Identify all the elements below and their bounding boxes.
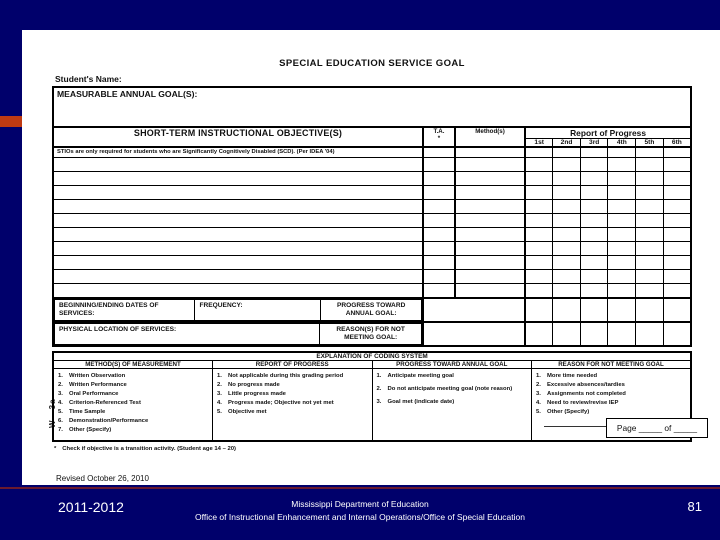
- coding-list-1: [213, 369, 372, 422]
- q4-cell[interactable]: [608, 256, 636, 270]
- stio-q1-cell[interactable]: [525, 147, 553, 158]
- stio-method-cell[interactable]: [455, 147, 525, 158]
- coding-item: [217, 399, 368, 408]
- objective-cell[interactable]: [53, 284, 423, 299]
- footer-rule: [0, 487, 720, 489]
- coding-item-text: Objective met: [228, 409, 267, 416]
- q1-cell[interactable]: [525, 228, 553, 242]
- coding-item-text: Anticipate meeting goal: [387, 372, 454, 379]
- ptg-q4-cell[interactable]: [608, 298, 636, 322]
- footnote: [54, 446, 692, 452]
- student-name-label: Student's Name:: [55, 74, 122, 84]
- coding-item-number: 4.: [58, 400, 63, 407]
- ta-cell[interactable]: [423, 242, 455, 256]
- ta-star: *: [437, 135, 441, 143]
- q5-cell[interactable]: [636, 284, 664, 299]
- q3-cell[interactable]: [580, 158, 608, 172]
- coding-item: [536, 408, 686, 417]
- objective-row: [53, 214, 691, 228]
- dates-frequency-row: [53, 298, 691, 322]
- footer-page-number: 81: [687, 499, 702, 514]
- q6-cell[interactable]: [663, 200, 691, 214]
- coding-item: [536, 390, 686, 399]
- q4-cell[interactable]: [608, 270, 636, 284]
- coding-item: [536, 381, 686, 390]
- q5-cell[interactable]: [636, 158, 664, 172]
- coding-item-number: 3.: [58, 390, 63, 397]
- objective-cell[interactable]: [53, 228, 423, 242]
- q3-cell[interactable]: [580, 214, 608, 228]
- location-reason-cell: [53, 322, 423, 346]
- q3-cell[interactable]: [580, 200, 608, 214]
- q2-cell[interactable]: [553, 228, 581, 242]
- q4-cell[interactable]: [608, 214, 636, 228]
- quarter-header-1st: 1st: [525, 139, 553, 148]
- physical-location-label: PHYSICAL LOCATION OF SERVICES:: [59, 325, 177, 333]
- objective-cell[interactable]: [53, 256, 423, 270]
- q1-cell[interactable]: [525, 256, 553, 270]
- footer-org-line2: Office of Instructional Enhancement and Internal Operations/Office of Special Education: [195, 512, 525, 523]
- coding-item: [58, 390, 208, 399]
- stio-note-row: [53, 147, 691, 158]
- report-of-progress-header: Report of Progress: [525, 127, 691, 139]
- objective-cell[interactable]: [53, 172, 423, 186]
- coding-col-header-1: REPORT OF PROGRESS: [213, 360, 373, 368]
- coding-item-number: 7.: [58, 427, 63, 434]
- coding-item: [58, 381, 208, 390]
- method-cell[interactable]: [455, 242, 525, 256]
- objective-cell[interactable]: [53, 242, 423, 256]
- coding-item-number: 3.: [536, 390, 541, 397]
- q3-cell[interactable]: [580, 256, 608, 270]
- q2-cell[interactable]: [553, 284, 581, 299]
- coding-item-text: Other (Specify): [69, 427, 112, 434]
- q2-cell[interactable]: [553, 200, 581, 214]
- q1-cell[interactable]: [525, 200, 553, 214]
- dates-ta-method-cell[interactable]: [423, 298, 525, 322]
- q5-cell[interactable]: [636, 214, 664, 228]
- coding-item: [217, 390, 368, 399]
- coding-item-number: 6.: [58, 418, 63, 425]
- coding-item: [217, 381, 368, 390]
- objective-row: [53, 256, 691, 270]
- coding-item-text: More time needed: [547, 372, 598, 379]
- stio-q6-cell[interactable]: [663, 147, 691, 158]
- q3-cell[interactable]: [580, 284, 608, 299]
- document-page: [22, 30, 720, 485]
- ta-header: [423, 127, 455, 147]
- q2-cell[interactable]: [553, 186, 581, 200]
- q3-cell[interactable]: [580, 242, 608, 256]
- ptg-q2-cell[interactable]: [553, 298, 581, 322]
- coding-item-number: 2.: [376, 385, 382, 392]
- measurable-goal-cell[interactable]: [53, 87, 691, 127]
- method-cell[interactable]: [455, 270, 525, 284]
- objective-header: SHORT-TERM INSTRUCTIONAL OBJECTIVE(S): [53, 127, 423, 147]
- objective-row: [53, 200, 691, 214]
- coding-item-text: Written Observation: [69, 372, 126, 379]
- q6-cell[interactable]: [663, 284, 691, 299]
- objective-cell[interactable]: [53, 200, 423, 214]
- q1-cell[interactable]: [525, 186, 553, 200]
- coding-col-body-1: [213, 368, 373, 440]
- q5-cell[interactable]: [636, 256, 664, 270]
- coding-list-0: [54, 369, 212, 440]
- footnote-text: Check if objective is a transition activity. (Student age 14 – 20): [62, 445, 237, 452]
- coding-col-header-3: REASON FOR NOT MEETING GOAL: [532, 360, 692, 368]
- method-cell[interactable]: [455, 214, 525, 228]
- coding-col-header-0: METHOD(S) OF MEASUREMENT: [53, 360, 213, 368]
- coding-list-3: [532, 369, 690, 422]
- footer-org: [0, 498, 720, 524]
- coding-item-text: Not applicable during this grading period: [228, 372, 344, 379]
- q5-cell[interactable]: [636, 242, 664, 256]
- coding-item: [58, 399, 208, 408]
- coding-list-2: [373, 369, 532, 415]
- coding-item-text: No progress made: [228, 381, 280, 388]
- objective-row: [53, 158, 691, 172]
- quarter-header-3rd: 3rd: [580, 139, 608, 148]
- objective-cell[interactable]: [53, 186, 423, 200]
- form-title: SPECIAL EDUCATION SERVICE GOAL: [279, 58, 465, 69]
- coding-item-number: 3.: [217, 390, 222, 397]
- stio-note-text: STIOs are only required for students who are Significantly Cognitively Disabled (SCD). (Per IDEA '04): [57, 149, 335, 155]
- q4-cell[interactable]: [608, 186, 636, 200]
- q1-cell[interactable]: [525, 284, 553, 299]
- q4-cell[interactable]: [608, 200, 636, 214]
- quarter-header-4th: 4th: [608, 139, 636, 148]
- objective-cell[interactable]: [53, 214, 423, 228]
- q5-cell[interactable]: [636, 200, 664, 214]
- coding-item-number: 1.: [58, 372, 63, 379]
- q3-cell[interactable]: [580, 270, 608, 284]
- coding-item-number: 5.: [58, 409, 63, 416]
- coding-item-text: Other (Specify): [547, 409, 590, 416]
- coding-col-body-0: [53, 368, 213, 440]
- coding-item-number: 4.: [536, 400, 541, 407]
- vertical-tab-label: W - 3a: [48, 398, 57, 428]
- coding-item-number: 1.: [376, 372, 382, 379]
- method-cell[interactable]: [455, 284, 525, 299]
- stio-q5-cell[interactable]: [636, 147, 664, 158]
- q4-cell[interactable]: [608, 242, 636, 256]
- coding-item-text: Do not anticipate meeting goal (note reason): [387, 385, 513, 392]
- coding-item-text: Written Performance: [69, 381, 127, 388]
- coding-items-row: [53, 368, 691, 440]
- objective-row: [53, 284, 691, 299]
- ptg-q1-cell[interactable]: [525, 298, 553, 322]
- q5-cell[interactable]: [636, 186, 664, 200]
- footer-year: 2011-2012: [58, 499, 124, 515]
- coding-item-number: 1.: [536, 372, 541, 379]
- coding-item-text: Little progress made: [228, 390, 286, 397]
- stio-note-cell: [53, 147, 423, 158]
- coding-system-table: [52, 351, 692, 442]
- coding-item: [58, 408, 208, 417]
- orange-accent-bar: [0, 116, 22, 127]
- q4-cell[interactable]: [608, 284, 636, 299]
- ta-cell[interactable]: [423, 200, 455, 214]
- objective-cell[interactable]: [53, 158, 423, 172]
- quarter-header-6th: 6th: [663, 139, 691, 148]
- q6-cell[interactable]: [663, 256, 691, 270]
- method-cell[interactable]: [455, 158, 525, 172]
- reason-not-meeting-label: REASON(S) FOR NOT MEETING GOAL:: [336, 325, 405, 341]
- q2-cell[interactable]: [553, 242, 581, 256]
- q2-cell[interactable]: [553, 256, 581, 270]
- coding-item: [377, 372, 528, 381]
- slide-footer: [0, 485, 720, 540]
- method-cell[interactable]: [455, 256, 525, 270]
- objective-row: [53, 186, 691, 200]
- coding-item-number: 2.: [58, 381, 63, 388]
- coding-item-text: Demonstration/Performance: [69, 418, 149, 425]
- coding-col-body-2: [372, 368, 532, 440]
- methods-header: Method(s): [455, 127, 525, 147]
- ta-cell[interactable]: [423, 284, 455, 299]
- coding-item-number: 1.: [217, 372, 222, 379]
- rnm-q6-cell[interactable]: [663, 322, 691, 346]
- coding-item: [58, 372, 208, 381]
- footer-org-line1: Mississippi Department of Education: [291, 499, 429, 509]
- ta-cell[interactable]: [423, 172, 455, 186]
- q6-cell[interactable]: [663, 228, 691, 242]
- coding-header-row: [53, 360, 691, 368]
- objective-cell[interactable]: [53, 270, 423, 284]
- q1-cell[interactable]: [525, 270, 553, 284]
- ta-header-text: T.A.: [433, 128, 445, 135]
- coding-item-text: Criterion-Referenced Test: [69, 400, 141, 407]
- objective-row: [53, 270, 691, 284]
- ta-cell[interactable]: [423, 256, 455, 270]
- quarter-header-2nd: 2nd: [553, 139, 581, 148]
- q1-cell[interactable]: [525, 172, 553, 186]
- coding-item-number: 4.: [217, 400, 222, 407]
- coding-col-header-2: PROGRESS TOWARD ANNUAL GOAL: [372, 360, 532, 368]
- ta-cell[interactable]: [423, 158, 455, 172]
- coding-item-text: Time Sample: [69, 409, 106, 416]
- method-cell[interactable]: [455, 228, 525, 242]
- q1-cell[interactable]: [525, 214, 553, 228]
- q6-cell[interactable]: [663, 242, 691, 256]
- coding-item: [217, 408, 368, 417]
- goal-table: [52, 86, 692, 347]
- form-document: [52, 58, 692, 483]
- coding-title-row: [53, 352, 691, 361]
- revised-date: Revised October 26, 2010: [56, 473, 149, 483]
- method-cell[interactable]: [455, 172, 525, 186]
- q6-cell[interactable]: [663, 270, 691, 284]
- q6-cell[interactable]: [663, 172, 691, 186]
- progress-toward-goal-label: PROGRESS TOWARD ANNUAL GOAL:: [336, 302, 406, 317]
- q4-cell[interactable]: [608, 172, 636, 186]
- objective-blank-rows: [53, 158, 691, 299]
- objective-row: [53, 172, 691, 186]
- q5-cell[interactable]: [636, 270, 664, 284]
- q3-cell[interactable]: [580, 186, 608, 200]
- q1-cell[interactable]: [525, 242, 553, 256]
- stio-ta-cell[interactable]: [423, 147, 455, 158]
- q4-cell[interactable]: [608, 228, 636, 242]
- coding-item-number: 2.: [536, 381, 541, 388]
- q1-cell[interactable]: [525, 158, 553, 172]
- stio-q2-cell[interactable]: [553, 147, 581, 158]
- coding-item: [377, 398, 528, 407]
- page-number-box[interactable]: Page _____ of _____: [606, 418, 708, 438]
- method-cell[interactable]: [455, 200, 525, 214]
- coding-item-text: Progress made; Objective not yet met: [228, 400, 334, 407]
- coding-item-number: 3.: [376, 398, 382, 405]
- coding-item: [58, 417, 208, 426]
- objective-header-row: [53, 127, 691, 139]
- q3-cell[interactable]: [580, 172, 608, 186]
- objective-row: [53, 242, 691, 256]
- dates-frequency-cell: [53, 298, 423, 322]
- q5-cell[interactable]: [636, 172, 664, 186]
- rnm-q3-cell[interactable]: [580, 322, 608, 346]
- rnm-q5-cell[interactable]: [636, 322, 664, 346]
- location-reason-row: [53, 322, 691, 346]
- q5-cell[interactable]: [636, 228, 664, 242]
- q2-cell[interactable]: [553, 270, 581, 284]
- coding-item-number: 5.: [217, 409, 222, 416]
- stio-q3-cell[interactable]: [580, 147, 608, 158]
- coding-item: [536, 399, 686, 408]
- q3-cell[interactable]: [580, 228, 608, 242]
- measurable-goal-row: [53, 87, 691, 127]
- rnm-q2-cell[interactable]: [553, 322, 581, 346]
- ta-cell[interactable]: [423, 228, 455, 242]
- frequency-label: FREQUENCY:: [199, 302, 243, 309]
- ta-cell[interactable]: [423, 270, 455, 284]
- ta-cell[interactable]: [423, 214, 455, 228]
- ptg-q5-cell[interactable]: [636, 298, 664, 322]
- ptg-q6-cell[interactable]: [663, 298, 691, 322]
- q2-cell[interactable]: [553, 158, 581, 172]
- coding-title: EXPLANATION OF CODING SYSTEM: [53, 352, 691, 361]
- objective-row: [53, 228, 691, 242]
- quarter-header-5th: 5th: [636, 139, 664, 148]
- coding-item-text: Oral Performance: [69, 390, 119, 397]
- ptg-q3-cell[interactable]: [580, 298, 608, 322]
- rnm-q4-cell[interactable]: [608, 322, 636, 346]
- beginning-ending-label: BEGINNING/ENDING DATES OF SERVICES:: [59, 302, 159, 317]
- q2-cell[interactable]: [553, 172, 581, 186]
- coding-item: [377, 385, 528, 394]
- coding-item-text: Goal met (indicate date): [387, 398, 455, 405]
- coding-item-text: Need to review/revise IEP: [547, 400, 619, 407]
- coding-item-text: Assignments not completed: [547, 390, 626, 397]
- footnote-marker: *: [54, 445, 57, 452]
- q6-cell[interactable]: [663, 158, 691, 172]
- coding-item: [217, 372, 368, 381]
- location-ta-method-cell[interactable]: [423, 322, 525, 346]
- q6-cell[interactable]: [663, 186, 691, 200]
- ta-cell[interactable]: [423, 186, 455, 200]
- method-cell[interactable]: [455, 186, 525, 200]
- measurable-goal-label: MEASURABLE ANNUAL GOAL(S):: [57, 89, 198, 99]
- q4-cell[interactable]: [608, 158, 636, 172]
- coding-item: [536, 372, 686, 381]
- coding-item-number: 5.: [536, 409, 541, 416]
- rnm-q1-cell[interactable]: [525, 322, 553, 346]
- coding-item: [58, 426, 208, 435]
- coding-item-number: 2.: [217, 381, 222, 388]
- stio-q4-cell[interactable]: [608, 147, 636, 158]
- q2-cell[interactable]: [553, 214, 581, 228]
- coding-item-text: Excessive absences/tardies: [547, 381, 625, 388]
- q6-cell[interactable]: [663, 214, 691, 228]
